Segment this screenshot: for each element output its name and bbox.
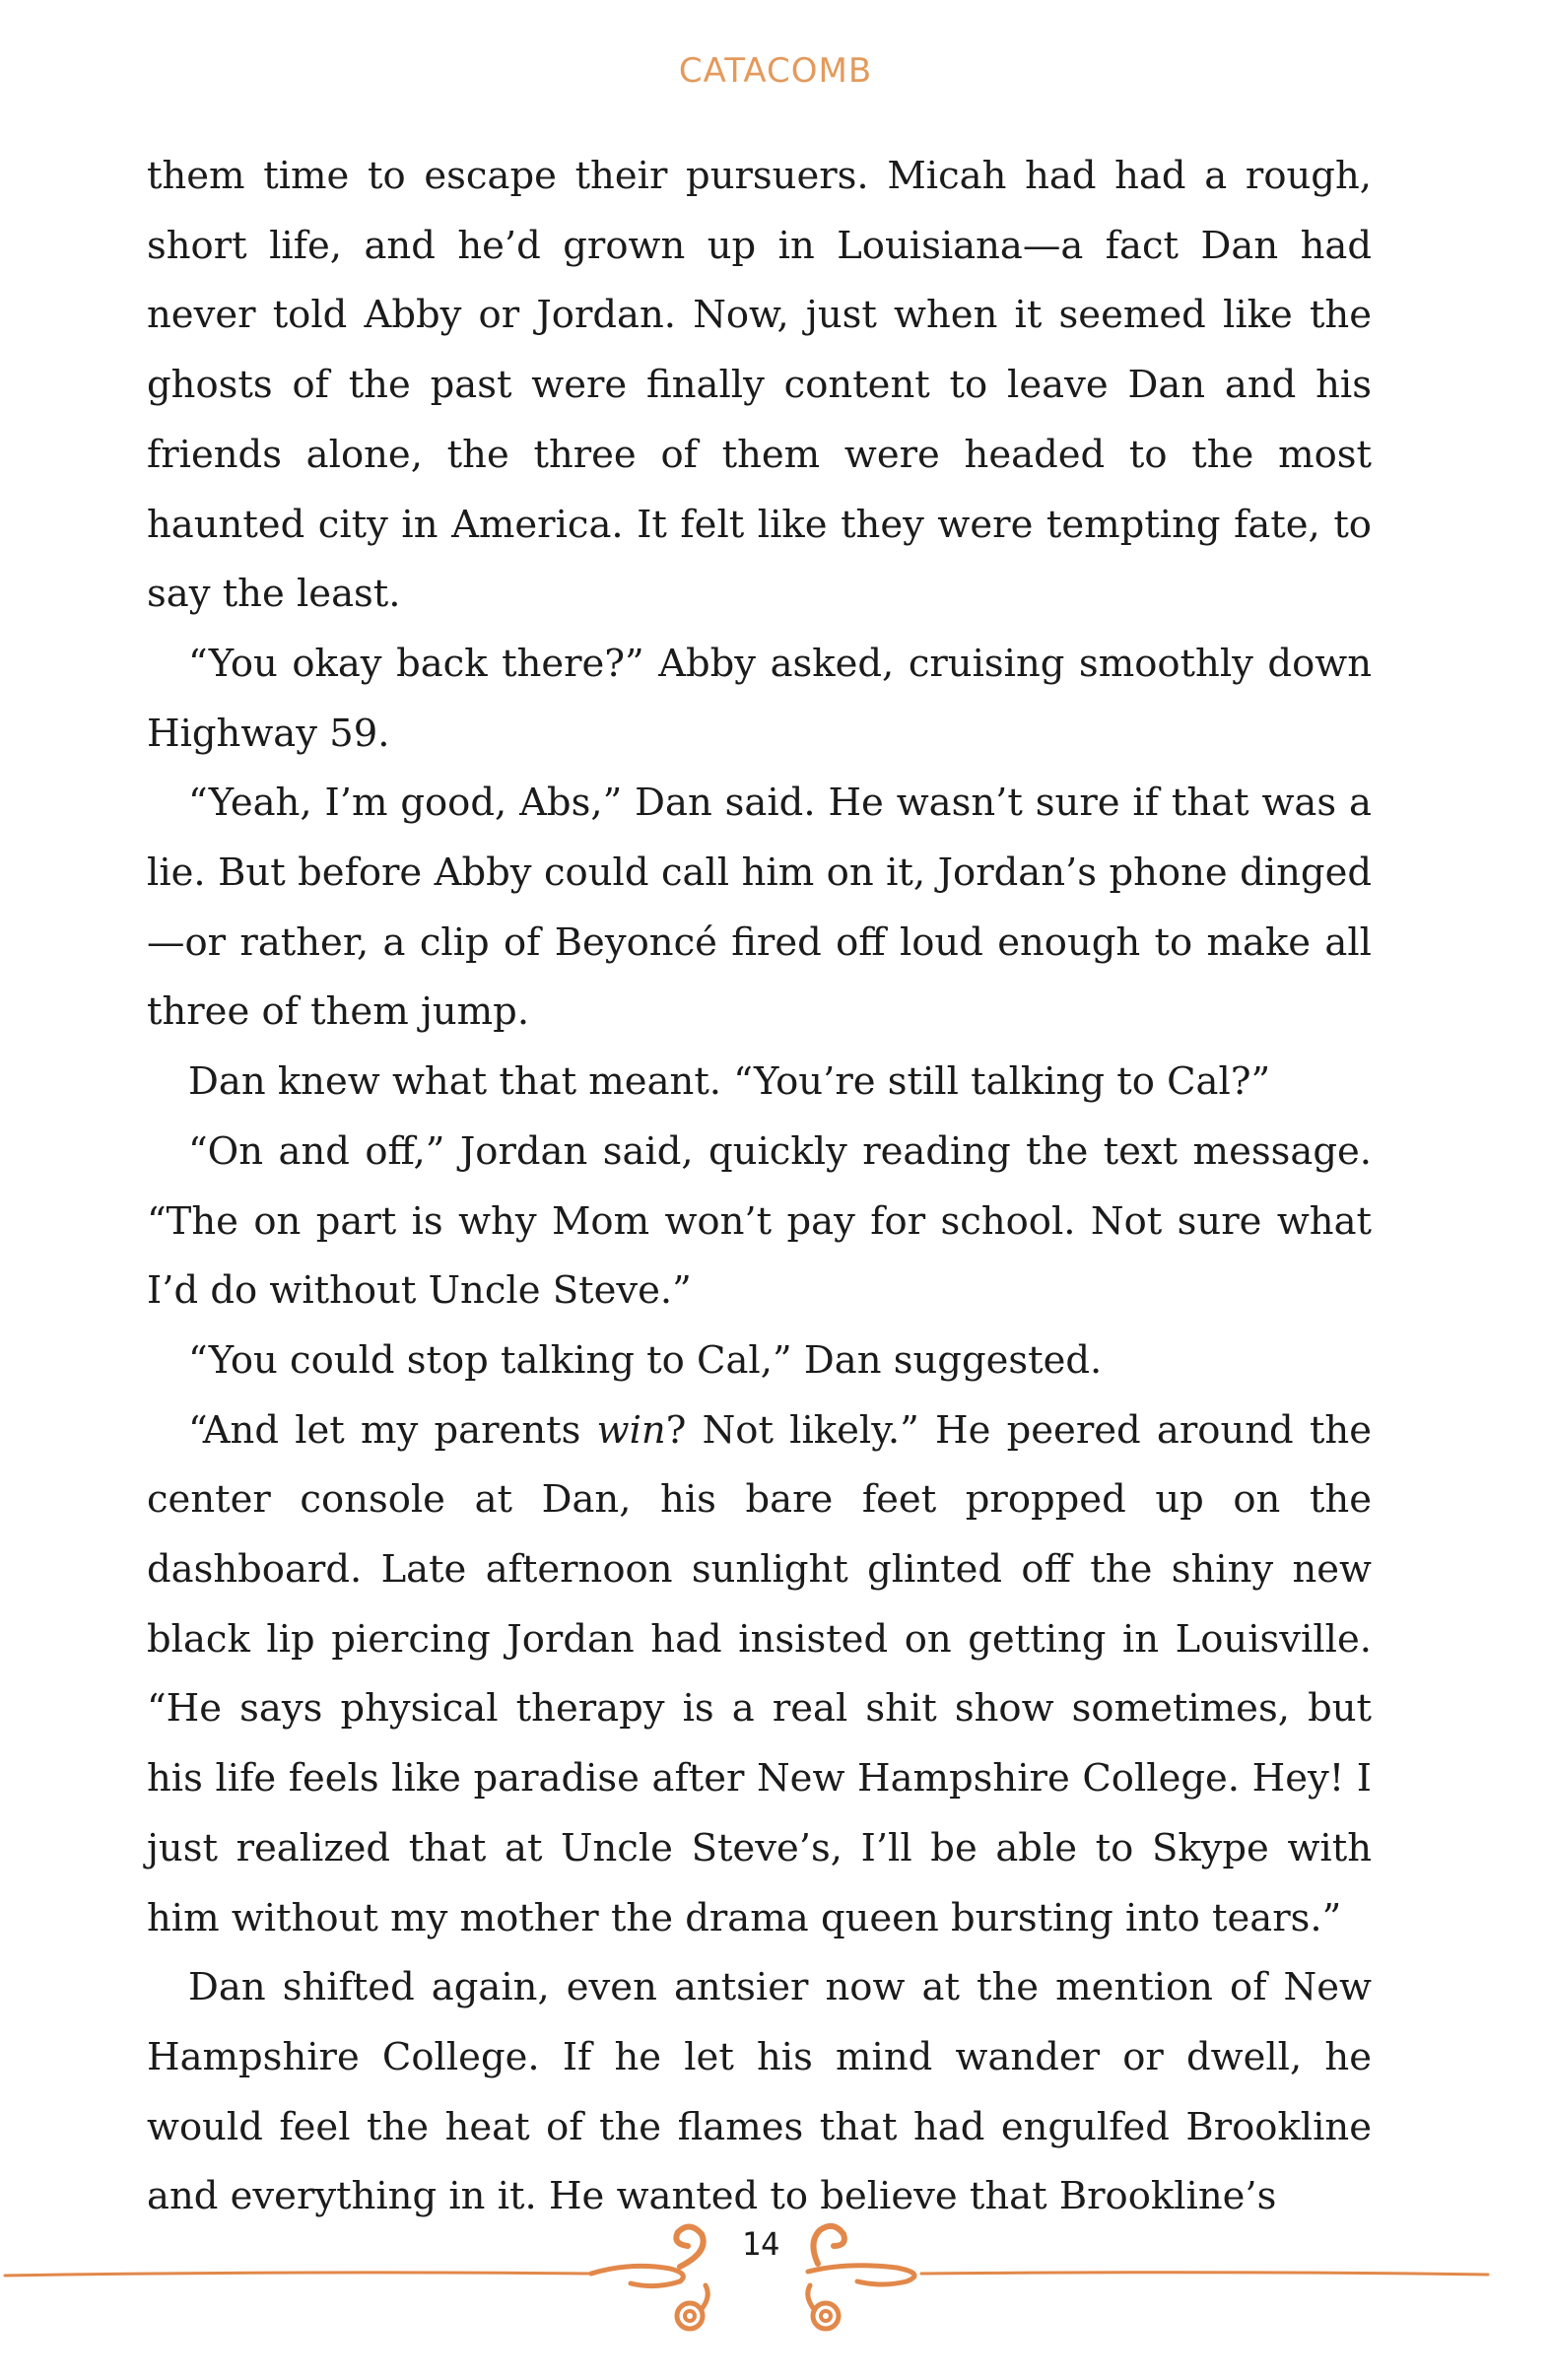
emphasized-text: win bbox=[596, 1407, 666, 1453]
paragraph-text: “And let my parents bbox=[188, 1407, 597, 1453]
right-scroll-hook bbox=[813, 2226, 843, 2264]
body-paragraph bbox=[147, 142, 1372, 630]
body-paragraph bbox=[147, 769, 1372, 1048]
left-scroll-curl bbox=[591, 2266, 683, 2285]
running-head-title: CATACOMB bbox=[678, 51, 873, 91]
paragraph-text: “On and off,” Jordan said, quickly reading the text message. “The on part is why Mom won’t pay for school. Not sure what I’d do without Uncle Steve.” bbox=[147, 1128, 1372, 1314]
paragraph-text: “You okay back there?” Abby asked, cruising smoothly down Highway 59. bbox=[147, 641, 1372, 756]
left-swirl-outer bbox=[677, 2303, 703, 2329]
paragraph-text: them time to escape their pursuers. Micah had had a rough, short life, and he’d grown up in Louisiana—a fact Dan had never told Abby or Jordan. Now, just when it seemed like the ghosts of the past were finally content to leave Dan and his friends alone, the three of them were headed to the most haunted city in America. It felt like they were tempting fate, to say the least. bbox=[147, 154, 1372, 617]
body-paragraph bbox=[147, 630, 1372, 769]
right-swirl-outer bbox=[813, 2303, 839, 2329]
paragraph-text: “Yeah, I’m good, Abs,” Dan said. He wasn’t sure if that was a lie. But before Abby could call him on it, Jordan’s phone dinged—or rather, a clip of Beyoncé fired off loud enough to make all three of them jump. bbox=[147, 781, 1372, 1035]
right-swirl-inner bbox=[821, 2311, 831, 2321]
paragraph-text: ? Not likely.” He peered around the center console at Dan, his bare feet propped up on the dashboard. Late afternoon sunlight glinted off the shiny new black lip piercing Jordan had insisted on getting in Louisville. “He says physical therapy is a real shit show sometimes, but his life feels like paradise after New Hampshire College. Hey! I just realized that at Uncle Steve’s, I’ll be able to Skype with him without my mother the drama queen bursting into tears.” bbox=[147, 1407, 1373, 1940]
right-scroll-curl bbox=[808, 2266, 914, 2284]
paragraph-text: “You could stop talking to Cal,” Dan suggested. bbox=[188, 1337, 1103, 1383]
body-paragraph bbox=[147, 1048, 1372, 1118]
left-swirl-inner bbox=[685, 2311, 695, 2321]
paragraph-text: Dan knew what that meant. “You’re still talking to Cal?” bbox=[188, 1059, 1271, 1105]
left-swirl-stem bbox=[702, 2285, 708, 2309]
left-scroll-hook bbox=[676, 2226, 703, 2267]
body-paragraph bbox=[147, 1118, 1372, 1326]
left-rule-line bbox=[5, 2273, 591, 2276]
right-swirl-stem bbox=[808, 2285, 814, 2309]
page-number: 14 bbox=[741, 2225, 780, 2263]
body-paragraph bbox=[147, 1953, 1372, 2232]
page-body-text bbox=[147, 142, 1372, 2232]
body-paragraph bbox=[147, 1326, 1372, 1396]
body-paragraph bbox=[147, 1396, 1372, 1954]
right-rule-line bbox=[921, 2273, 1488, 2275]
paragraph-text: Dan shifted again, even antsier now at the mention of New Hampshire College. If he let his mind wander or dwell, he would feel the heat of the flames that had engulfed Brookline and everything in it. He wanted to believe that Brookline’s bbox=[147, 1965, 1372, 2219]
